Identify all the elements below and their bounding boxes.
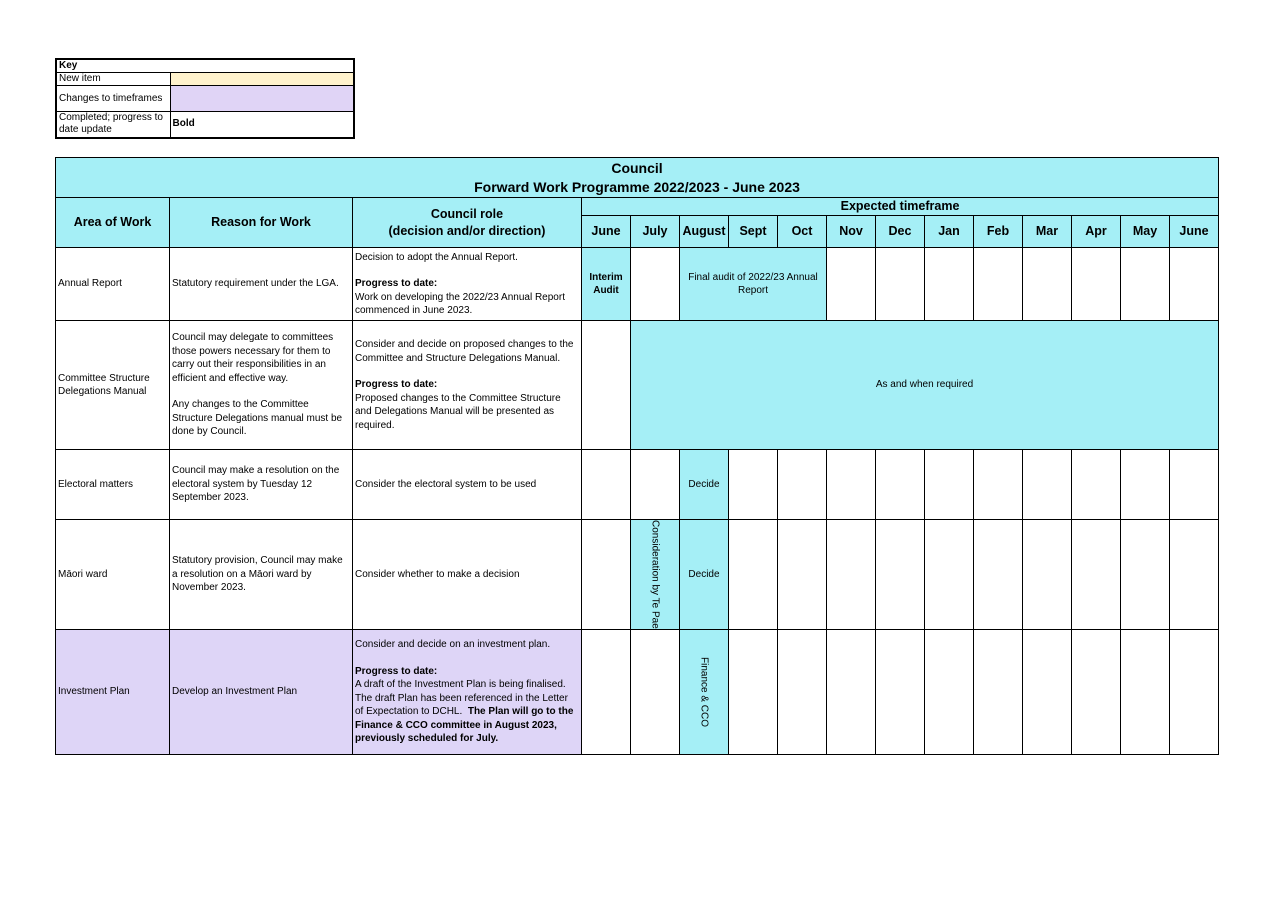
timeframe-empty [729,450,778,520]
programme-title [56,158,1219,198]
area-maori-ward: Māori ward [56,520,170,630]
timeframe-empty [729,629,778,754]
reason-maori-ward: Statutory provision, Council may make a resolution on a Māori ward by November 2023. [170,520,353,630]
table-row [56,629,1219,754]
area-annual-report: Annual Report [56,248,170,321]
key-table [55,58,355,139]
key-title: Key [56,59,354,73]
timeframe-empty [1170,629,1219,754]
header-reason-for-work: Reason for Work [170,198,353,248]
timeframe-empty [1121,248,1170,321]
reason-electoral-matters: Council may make a resolution on the electoral system by Tuesday 12 September 2023. [170,450,353,520]
area-investment-plan: Investment Plan [56,629,170,754]
timeframe-interim-audit: Interim Audit [582,248,631,321]
progress-text-normal: A draft of the Investment Plan is being finalised. The draft Plan has been referenced in the Letter of Expectation to DCHL. [355,679,568,718]
month-header: Sept [729,216,778,248]
timeframe-empty [827,248,876,321]
role-intro: Decision to adopt the Annual Report. [355,251,518,263]
month-header: Mar [1023,216,1072,248]
timeframe-empty [827,520,876,630]
timeframe-empty [1023,629,1072,754]
title-line-1: Council [611,160,663,176]
reason-paragraph-2: Any changes to the Committee Structure Delegations manual must be done by Council. [172,399,343,438]
timeframe-empty [1072,248,1121,321]
timeframe-empty [1072,450,1121,520]
title-line-2: Forward Work Programme 2022/2023 - June 2023 [474,179,800,195]
role-investment-plan [353,629,582,754]
role-annual-report [353,248,582,321]
timeframe-empty [631,629,680,754]
area-electoral-matters: Electoral matters [56,450,170,520]
timeframe-empty [827,450,876,520]
reason-committee-structure [170,321,353,450]
month-header: May [1121,216,1170,248]
timeframe-empty [1121,450,1170,520]
month-header: June [1170,216,1219,248]
month-header: Apr [1072,216,1121,248]
month-header: August [680,216,729,248]
reason-paragraph-1: Council may delegate to committees those powers necessary for them to carry out their responsibilities in an efficient and effective way. [172,332,334,384]
timeframe-empty [631,248,680,321]
reason-investment-plan: Develop an Investment Plan [170,629,353,754]
table-row [56,450,1219,520]
progress-label: Progress to date: [355,665,438,677]
month-header: Oct [778,216,827,248]
month-header: Dec [876,216,925,248]
timeframe-empty [1170,520,1219,630]
progress-text-bold: The Plan will go to the Finance & CCO committee in August 2023, previously scheduled for July. [355,706,574,745]
timeframe-as-required: As and when required [631,321,1219,450]
month-header: Nov [827,216,876,248]
timeframe-empty [778,520,827,630]
table-row [56,321,1219,450]
timeframe-empty [1023,450,1072,520]
key-swatch-changes [170,86,354,112]
month-header: Jan [925,216,974,248]
key-swatch-new-item [170,73,354,86]
timeframe-empty [876,248,925,321]
table-row [56,248,1219,321]
timeframe-empty [729,520,778,630]
progress-label: Progress to date: [355,278,438,289]
timeframe-empty [582,321,631,450]
timeframe-finance-cco [680,629,729,754]
timeframe-empty [974,520,1023,630]
key-value-bold: Bold [170,112,354,138]
timeframe-empty [925,629,974,754]
timeframe-consideration [631,520,680,630]
progress-text: Work on developing the 2022/23 Annual Report commenced in June 2023. [355,291,565,316]
timeframe-empty [925,248,974,321]
timeframe-empty [876,520,925,630]
header-area-of-work: Area of Work [56,198,170,248]
timeframe-empty [582,520,631,630]
timeframe-decide: Decide [680,520,729,630]
progress-label: Progress to date: [355,379,438,390]
timeframe-empty [1121,629,1170,754]
progress-text: Proposed changes to the Committee Structure and Delegations Manual will be presented as required. [355,392,561,431]
consideration-text: Consideration by Te Pae [649,520,661,629]
timeframe-empty [1072,520,1121,630]
timeframe-empty [778,450,827,520]
timeframe-empty [925,520,974,630]
timeframe-empty [778,629,827,754]
header-council-role-line-1: Council role [430,206,504,221]
timeframe-empty [582,450,631,520]
area-committee-structure: Committee Structure Delegations Manual [56,321,170,450]
timeframe-empty [974,629,1023,754]
progress-text [355,678,579,746]
timeframe-empty [1121,520,1170,630]
role-intro: Consider and decide on an investment plan. [355,639,551,651]
key-label-changes: Changes to timeframes [56,86,170,112]
timeframe-empty [631,450,680,520]
timeframe-empty [1023,248,1072,321]
key-label-new-item: New item [56,73,170,86]
timeframe-empty [974,248,1023,321]
timeframe-empty [1170,450,1219,520]
timeframe-empty [1170,248,1219,321]
timeframe-empty [582,629,631,754]
table-row [56,520,1219,630]
role-committee-structure [353,321,582,450]
timeframe-empty [876,450,925,520]
timeframe-final-audit: Final audit of 2022/23 Annual Report [680,248,827,321]
header-council-role [353,198,582,248]
timeframe-empty [1072,629,1121,754]
timeframe-empty [1023,520,1072,630]
reason-annual-report: Statutory requirement under the LGA. [170,248,353,321]
timeframe-empty [925,450,974,520]
work-programme-table [55,157,1219,755]
month-header: July [631,216,680,248]
timeframe-empty [974,450,1023,520]
month-header: Feb [974,216,1023,248]
role-intro: Consider and decide on proposed changes to the Committee and Structure Delegations Manual. [355,339,574,364]
role-maori-ward: Consider whether to make a decision [353,520,582,630]
timeframe-decide: Decide [680,450,729,520]
timeframe-empty [876,629,925,754]
month-header: June [582,216,631,248]
key-label-completed: Completed; progress to date update [56,112,170,138]
role-electoral-matters: Consider the electoral system to be used [353,450,582,520]
header-expected-timeframe: Expected timeframe [582,198,1219,216]
finance-cco-text: Finance & CCO [698,656,710,727]
timeframe-empty [827,629,876,754]
header-council-role-line-2: (decision and/or direction) [388,223,546,238]
